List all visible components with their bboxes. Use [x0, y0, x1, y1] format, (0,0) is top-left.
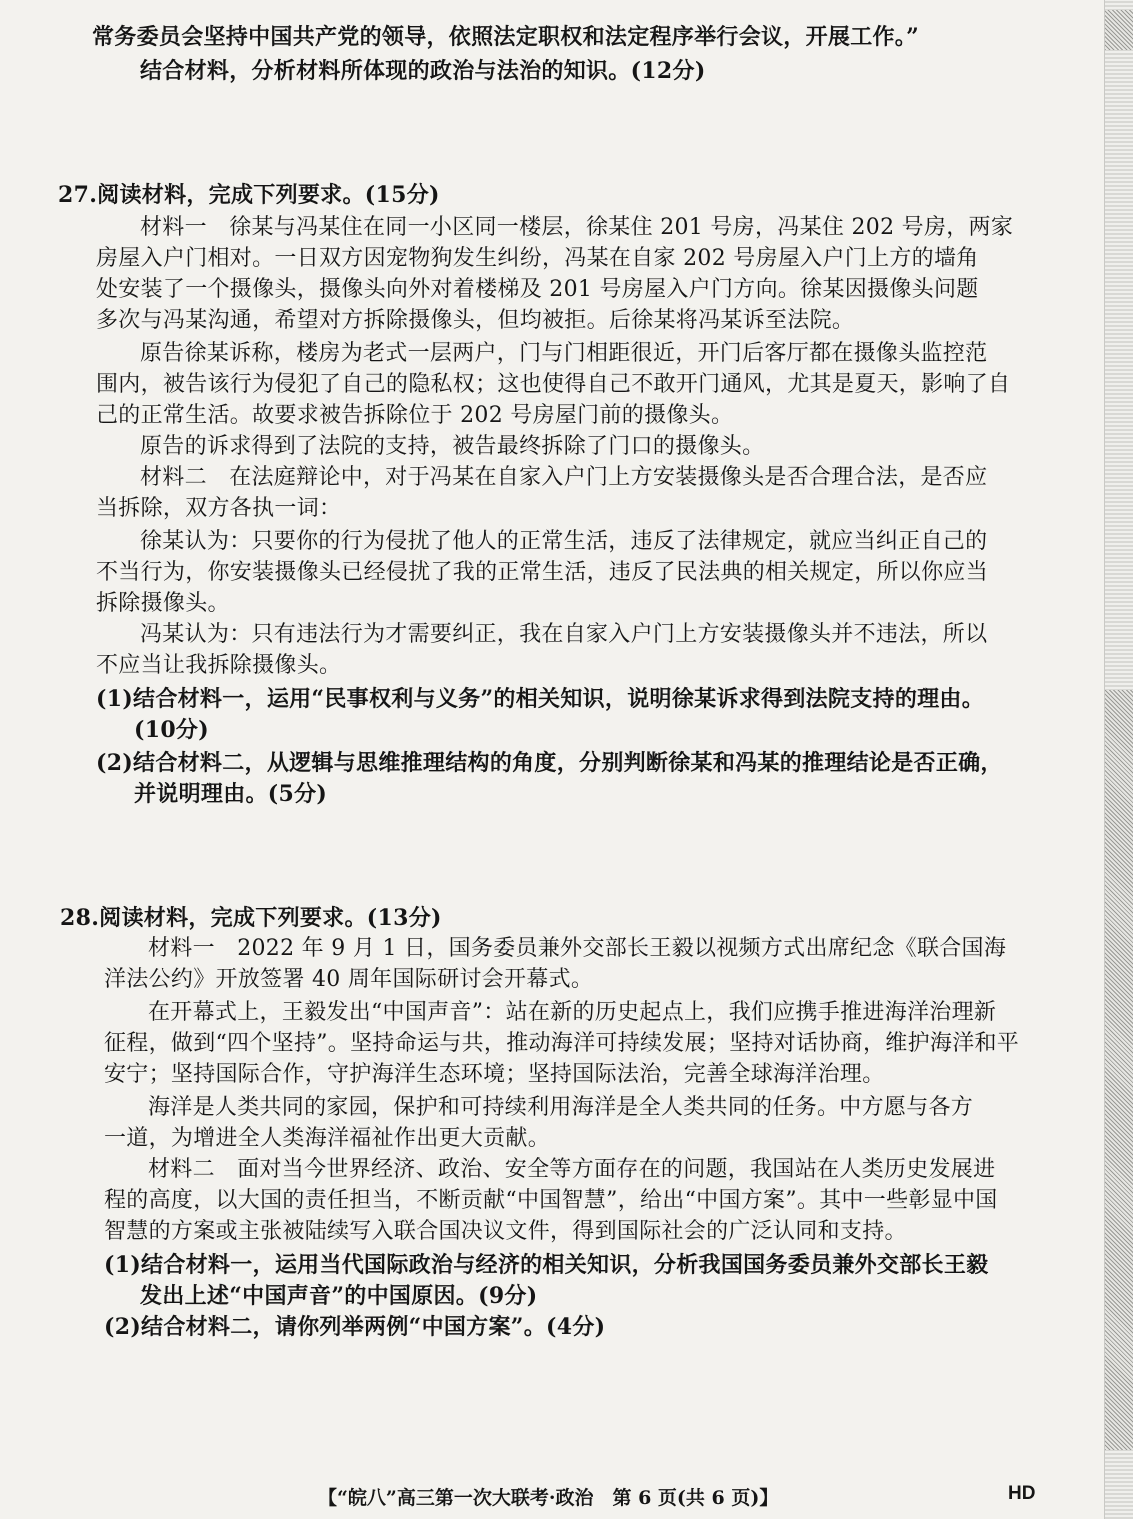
- q28-subquestion-1: (1)结合材料一，运用当代国际政治与经济的相关知识，分析我国国务委员兼外交部长王毅: [104, 1252, 989, 1278]
- q28-line: 在开幕式上，王毅发出“中国声音”：站在新的历史起点上，我们应携手推进海洋治理新: [148, 1000, 997, 1025]
- q27-line: 处安装了一个摄像头，摄像头向外对着楼梯及 201 号房屋入户门方向。徐某因摄像头问题: [96, 277, 979, 302]
- q27-subquestion-2: (2)结合材料二，从逻辑与思维推理结构的角度，分别判断徐某和冯某的推理结论是否正确，: [96, 750, 1003, 776]
- q27-line: 己的正常生活。故要求被告拆除位于 202 号房屋门前的摄像头。: [96, 403, 734, 428]
- q27-line: 原告徐某诉称，楼房为老式一层两户，门与门相距很近，开门后客厅都在摄像头监控范: [140, 341, 988, 366]
- footer-code: HD: [1008, 1483, 1036, 1504]
- q28-line: 一道，为增进全人类海洋福祉作出更大贡献。: [104, 1126, 551, 1151]
- q27-line: 原告的诉求得到了法院的支持，被告最终拆除了门口的摄像头。: [140, 434, 765, 459]
- q27-subquestion-1-score: (10分): [134, 717, 209, 743]
- q28-heading: 28.阅读材料，完成下列要求。(13分): [60, 905, 442, 931]
- intro-line-2: 结合材料，分析材料所体现的政治与法治的知识。(12分): [140, 58, 706, 84]
- q28-subquestion-1-cont: 发出上述“中国声音”的中国原因。(9分): [140, 1283, 538, 1309]
- q27-heading: 27.阅读材料，完成下列要求。(15分): [58, 182, 440, 208]
- page-footer: 【“皖八”高三第一次大联考·政治 第 6 页(共 6 页)】: [318, 1487, 779, 1509]
- scan-edge-strip: [1104, 0, 1133, 1519]
- q28-line: 程的高度，以大国的责任担当，不断贡献“中国智慧”，给出“中国方案”。其中一些彰显中国: [104, 1188, 998, 1213]
- q27-line: 不当行为，你安装摄像头已经侵扰了我的正常生活，违反了民法典的相关规定，所以你应当: [96, 560, 989, 585]
- q28-line: 海洋是人类共同的家园，保护和可持续利用海洋是全人类共同的任务。中方愿与各方: [148, 1095, 974, 1120]
- q28-line: 材料二 面对当今世界经济、政治、安全等方面存在的问题，我国站在人类历史发展进: [148, 1157, 996, 1182]
- q27-line: 徐某认为：只要你的行为侵扰了他人的正常生活，违反了法律规定，就应当纠正自己的: [140, 529, 988, 554]
- q28-subquestion-2: (2)结合材料二，请你列举两例“中国方案”。(4分): [104, 1314, 606, 1340]
- scan-edge-shade: [1105, 10, 1133, 50]
- q27-subquestion-2-cont: 并说明理由。(5分): [134, 781, 328, 807]
- q27-line: 不应当让我拆除摄像头。: [96, 653, 342, 678]
- q27-subquestion-1: (1)结合材料一，运用“民事权利与义务”的相关知识，说明徐某诉求得到法院支持的理由。: [96, 686, 985, 712]
- q27-line: 多次与冯某沟通，希望对方拆除摄像头，但均被拒。后徐某将冯某诉至法院。: [96, 308, 855, 333]
- q28-line: 洋法公约》开放签署 40 周年国际研讨会开幕式。: [104, 967, 594, 992]
- scan-edge-shade: [1105, 690, 1133, 1450]
- q27-line: 材料一 徐某与冯某住在同一小区同一楼层，徐某住 201 号房，冯某住 202 号房，两家: [140, 215, 1014, 240]
- q27-line: 围内，被告该行为侵犯了自己的隐私权；这也使得自己不敢开门通风，尤其是夏天，影响了自: [96, 372, 1011, 397]
- q28-line: 征程，做到“四个坚持”。坚持命运与共，推动海洋可持续发展；坚持对话协商，维护海洋和平: [104, 1031, 1020, 1056]
- q28-line: 材料一 2022 年 9 月 1 日，国务委员兼外交部长王毅以视频方式出席纪念《联合国海: [148, 936, 1007, 961]
- q27-line: 拆除摄像头。: [96, 591, 230, 616]
- q28-line: 安宁；坚持国际合作，守护海洋生态环境；坚持国际法治，完善全球海洋治理。: [104, 1062, 885, 1087]
- q28-line: 智慧的方案或主张被陆续写入联合国决议文件，得到国际社会的广泛认同和支持。: [104, 1219, 907, 1244]
- q27-line: 房屋入户门相对。一日双方因宠物狗发生纠纷，冯某在自家 202 号房屋入户门上方的墙角: [96, 246, 979, 271]
- q27-line: 材料二 在法庭辩论中，对于冯某在自家入户门上方安装摄像头是否合理合法，是否应: [140, 465, 988, 490]
- q27-line: 冯某认为：只有违法行为才需要纠正，我在自家入户门上方安装摄像头并不违法，所以: [140, 622, 988, 647]
- intro-line-1: 常务委员会坚持中国共产党的领导，依照法定职权和法定程序举行会议，开展工作。”: [92, 24, 920, 50]
- q27-line: 当拆除，双方各执一词：: [96, 496, 342, 521]
